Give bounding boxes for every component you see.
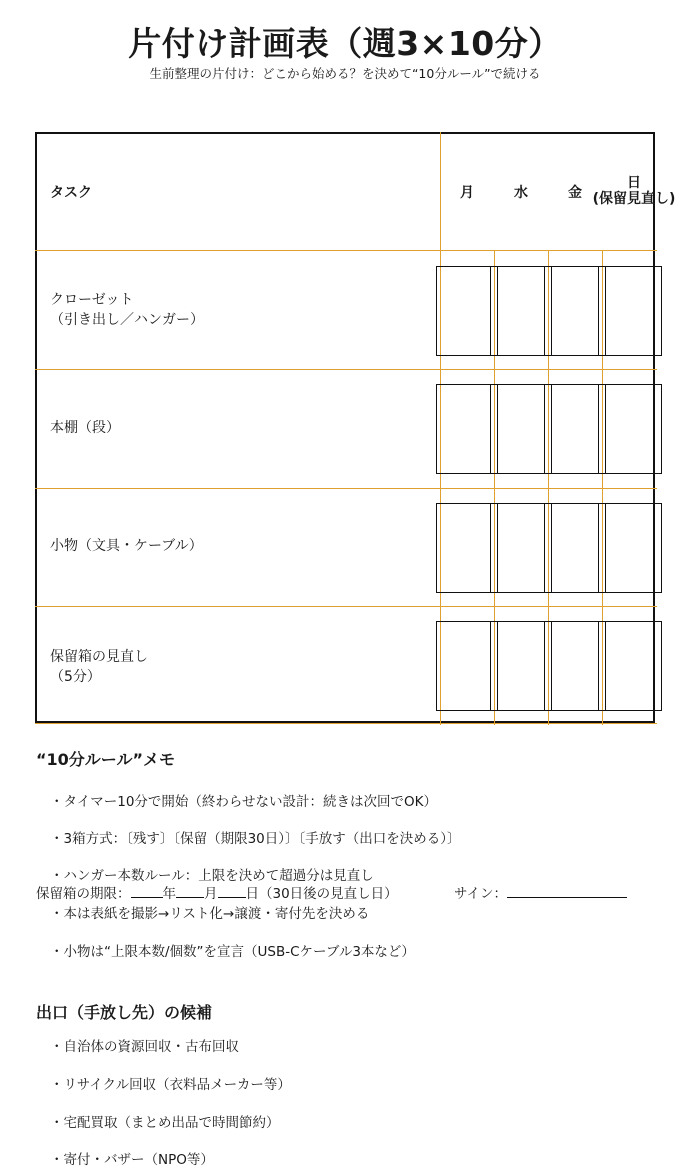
checkbox-cell[interactable] xyxy=(598,266,662,356)
memo-item: ・ハンガー本数ルール：上限を決めて超過分は見直し xyxy=(50,868,374,884)
grid-line xyxy=(35,723,657,724)
checkbox-cell[interactable] xyxy=(436,384,498,474)
day-header-wed: 水 xyxy=(514,185,528,201)
exit-item: ・寄付・バザー（NPO等） xyxy=(50,1152,214,1168)
page-subtitle: 生前整理の片付け：どこから始める？を決めて“10分ルール”で続ける xyxy=(149,66,541,81)
memo-item: ・小物は“上限本数/個数”を宣言（USB-Cケーブル3本など） xyxy=(50,944,415,960)
grid-line xyxy=(35,606,657,607)
task-row-closet xyxy=(50,290,204,330)
checkbox-cell[interactable] xyxy=(598,503,662,593)
exits-title: 出口（手放し先）の候補 xyxy=(36,1003,213,1022)
checkbox-cell[interactable] xyxy=(544,384,606,474)
task-label: 本棚（段） xyxy=(50,420,120,436)
memo-item: ・本は表紙を撮影→リスト化→譲渡・寄付先を決める xyxy=(50,906,370,922)
checkbox-cell[interactable] xyxy=(490,266,552,356)
task-sublabel: （引き出し／ハンガー） xyxy=(50,312,204,328)
signature-label: サイン： xyxy=(454,886,508,902)
checkbox-cell[interactable] xyxy=(436,503,498,593)
hold-deadline-label: 保留箱の期限： xyxy=(36,886,131,902)
month-label: 月 xyxy=(204,886,218,902)
exit-item: ・リサイクル回収（衣料品メーカー等） xyxy=(50,1077,291,1093)
task-row-hold-box xyxy=(50,647,148,687)
hold-deadline-line xyxy=(36,882,398,902)
page-title: 片付け計画表（週3×10分） xyxy=(128,24,562,63)
day-label: 日（30日後の見直し日） xyxy=(245,886,398,902)
year-label: 年 xyxy=(162,886,176,902)
day-header-fri: 金 xyxy=(568,185,582,201)
day-blank[interactable] xyxy=(218,885,246,898)
checkbox-cell[interactable] xyxy=(436,266,498,356)
memo-item: ・タイマー10分で開始（終わらせない設計：続きは次回でOK） xyxy=(50,794,437,810)
task-column-header: タスク xyxy=(50,185,92,201)
year-blank[interactable] xyxy=(131,885,163,898)
checkbox-cell[interactable] xyxy=(544,266,606,356)
checkbox-cell[interactable] xyxy=(436,621,498,711)
task-row-bookshelf xyxy=(50,418,120,438)
signature-blank[interactable] xyxy=(507,885,627,898)
memo-item: ・3箱方式：〔残す〕〔保留（期限30日）〕〔手放す（出口を決める）〕 xyxy=(50,831,461,847)
signature-line xyxy=(454,882,627,902)
day-header-sun xyxy=(584,175,684,207)
task-label: 保留箱の見直し xyxy=(50,649,148,665)
day-header-mon: 月 xyxy=(460,185,474,201)
day-header-sun-note: (保留見直し) xyxy=(592,191,676,207)
checkbox-cell[interactable] xyxy=(544,503,606,593)
day-header-sun-label: 日 xyxy=(627,175,641,191)
task-sublabel: （5分） xyxy=(50,669,101,685)
checkbox-cell[interactable] xyxy=(598,621,662,711)
memo-title: “10分ルール”メモ xyxy=(36,750,175,769)
month-blank[interactable] xyxy=(176,885,204,898)
checkbox-cell[interactable] xyxy=(598,384,662,474)
checkbox-cell[interactable] xyxy=(490,503,552,593)
task-label: 小物（文具・ケーブル） xyxy=(50,538,203,554)
grid-line xyxy=(35,488,657,489)
grid-line xyxy=(35,250,657,251)
exit-item: ・宅配買取（まとめ出品で時間節約） xyxy=(50,1115,280,1131)
checkbox-cell[interactable] xyxy=(490,621,552,711)
checkbox-cell[interactable] xyxy=(544,621,606,711)
task-label: クローゼット xyxy=(50,292,134,308)
exit-item: ・自治体の資源回収・古布回収 xyxy=(50,1039,239,1055)
checkbox-cell[interactable] xyxy=(490,384,552,474)
task-row-small-items xyxy=(50,536,203,556)
grid-line xyxy=(35,369,657,370)
